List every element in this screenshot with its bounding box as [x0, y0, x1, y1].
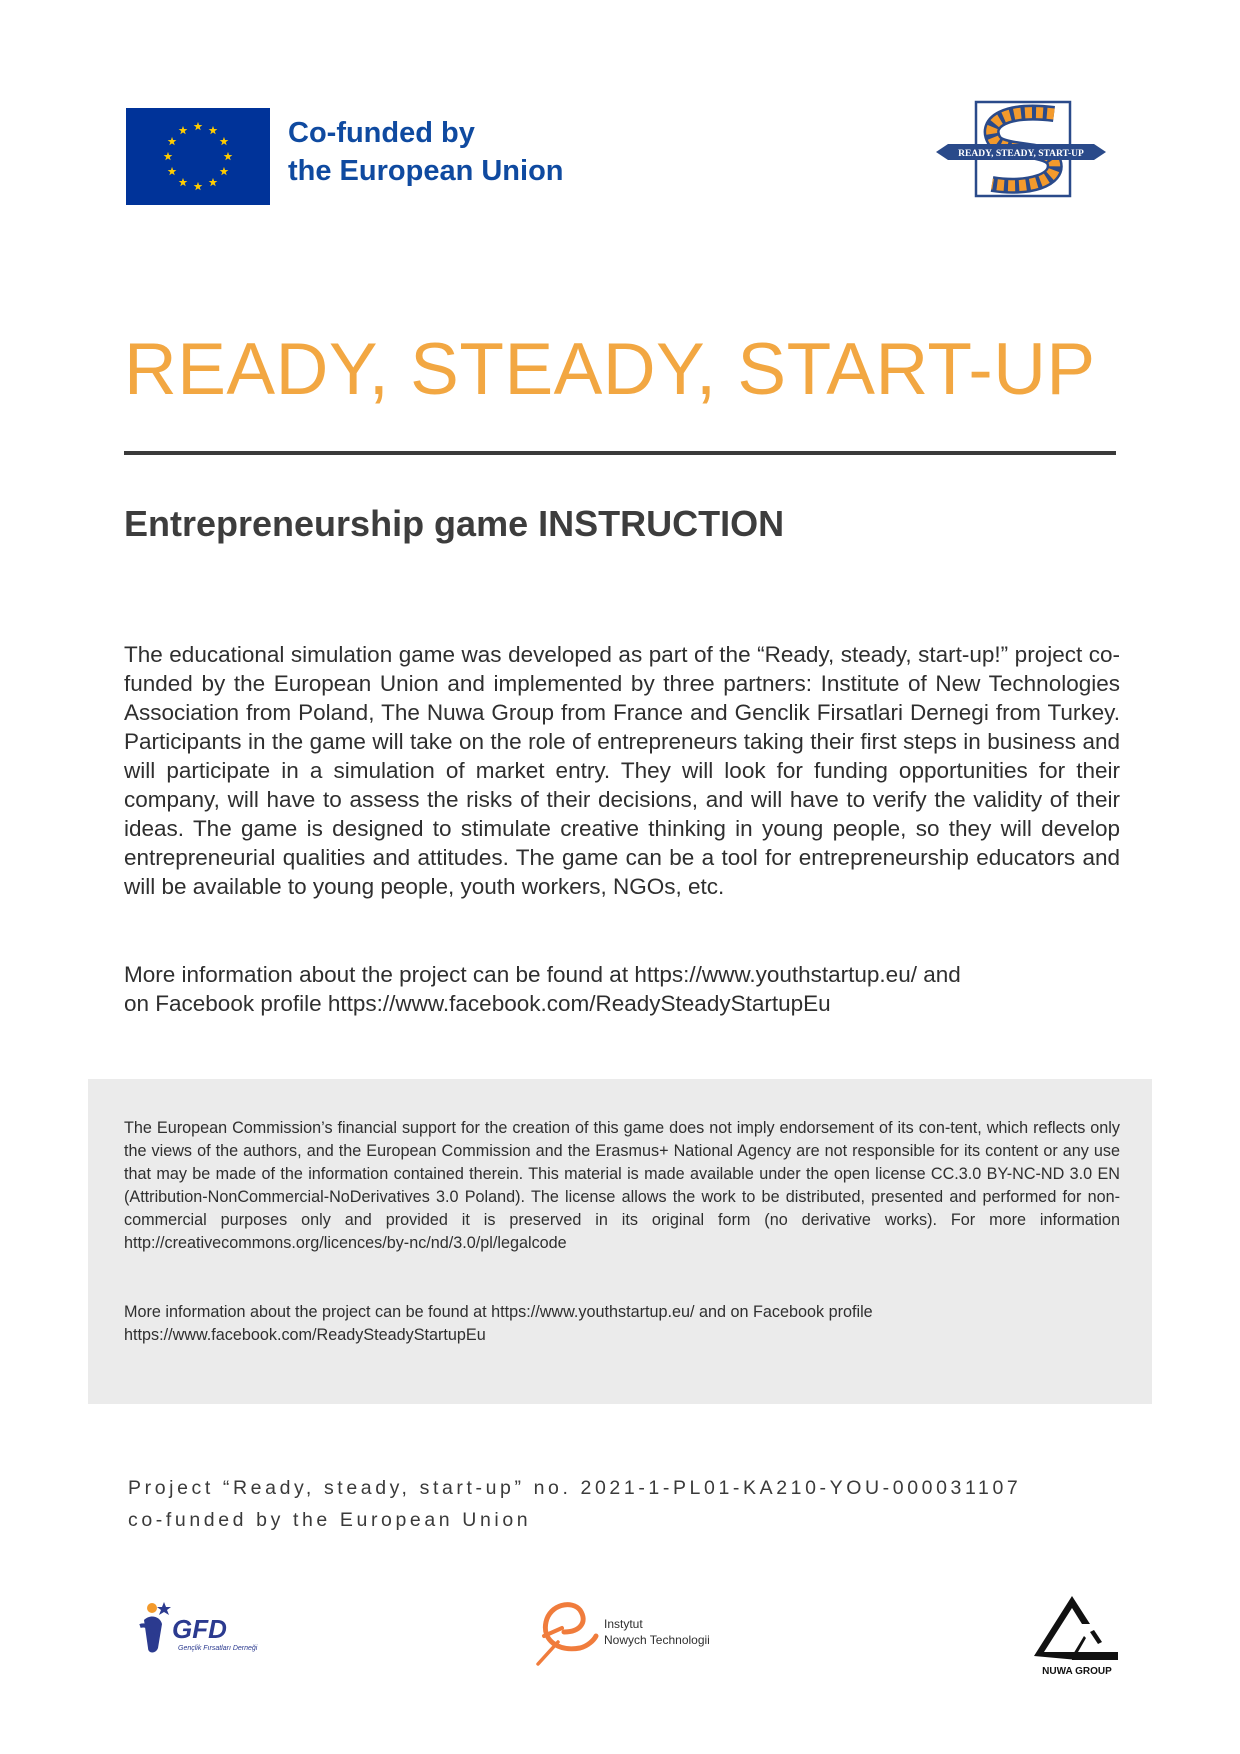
eu-funding-label [288, 114, 564, 190]
intro-paragraph: The educational simulation game was developed as part of the “Ready, steady, start-up!” project co-funded by the European Union and implemented by three partners: Institute of New Technologies Association from Poland, The Nuwa Group from France and Genclik Firsatlari Dernegi from Turkey. Participants in the game will take on the role of entrepreneurs taking their first steps in business and will participate in a simulation of market entry. They will look for funding opportunities for their company, will have to assess the risks of their decisions, and will have to verify the validity of their ideas. The game is designed to stimulate creative thinking in young people, so they will develop entrepreneurial qualities and attitudes. The game can be a tool for entrepreneurship educators and will be available to young people, youth workers, NGOs, etc. [124, 642, 1120, 899]
more-info-paragraph [124, 960, 1120, 1018]
disclaimer-text: The European Commission’s financial support for the creation of this game does not imply endorsement of its con-tent, which reflects only the views of the authors, and the European Commission and the Erasmus+ National Agency are not responsible for its content or any use that may be made of the information contained therein. This material is made available under the open license CC.3.0 BY-NC-ND 3.0 EN (Attribution-NonCommercial-NoDerivatives 3.0 Poland). The license allows the work to be distributed, presented and performed for non-commercial purposes only and provided it is preserved in its original form (no derivative works). For more information http://creativecommons.org/licences/by-nc/nd/3.0/pl/legalcode [124, 1119, 1120, 1252]
nuwa-name: NUWA GROUP [1042, 1666, 1112, 1677]
disclaimer-more-info: More information about the project can be found at https://www.youthstartup.eu/ and on Facebook profile https://www.facebook.com/ReadySteadyStartupEu [124, 1303, 873, 1344]
title-divider [124, 451, 1116, 455]
gfd-name: GFD [172, 1614, 227, 1644]
more-info-line1: More information about the project can be found at https://www.youthstartup.eu/ and [124, 962, 961, 987]
disclaimer-box [88, 1079, 1152, 1404]
project-logo-text: READY, STEADY, START-UP [958, 149, 1084, 159]
project-logo [936, 100, 1106, 200]
int-name-line1: Instytut [604, 1617, 643, 1631]
int-name-line2: Nowych Technologii [604, 1633, 710, 1647]
more-info-line2: on Facebook profile https://www.facebook.com/ReadySteadyStartupEu [124, 991, 831, 1016]
eu-funding-line1: Co-funded by [288, 117, 475, 149]
gfd-tagline: Gençlik Fırsatları Derneği [178, 1645, 258, 1652]
int-logo [528, 1592, 748, 1668]
project-number [128, 1472, 1021, 1536]
page-title: READY, STEADY, START-UP [124, 329, 1096, 410]
eu-flag-icon [126, 108, 270, 205]
project-number-line2: co-funded by the European Union [128, 1509, 532, 1531]
eu-funding-line2: the European Union [288, 155, 564, 187]
project-number-line1: Project “Ready, steady, start-up” no. 2021-1-PL01-KA210-YOU-000031107 [128, 1477, 1022, 1499]
nuwa-logo [1030, 1594, 1124, 1678]
page-subtitle: Entrepreneurship game INSTRUCTION [124, 503, 785, 544]
gfd-logo [138, 1598, 278, 1658]
